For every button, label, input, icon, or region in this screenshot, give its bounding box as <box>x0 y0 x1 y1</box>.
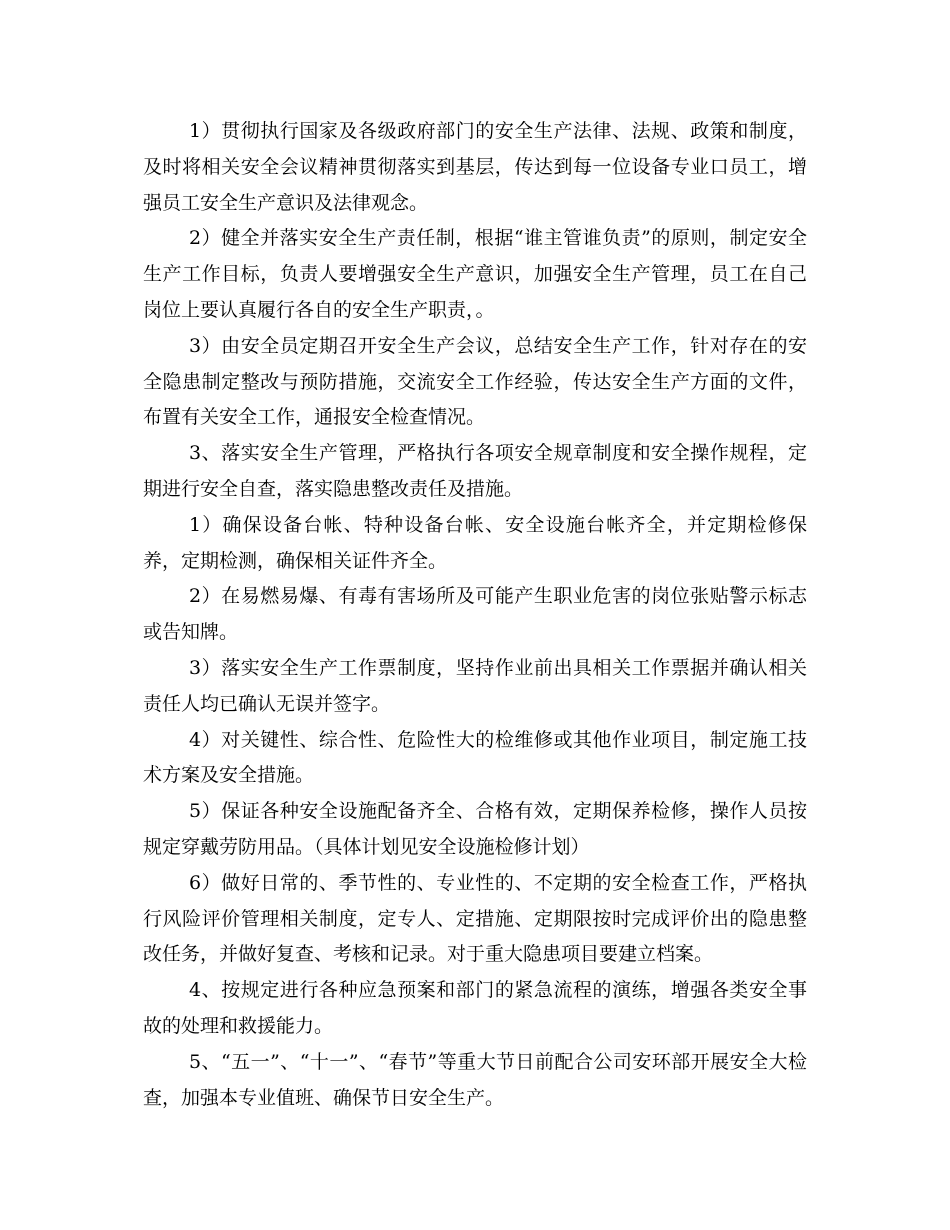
paragraph-3: 3）由安全员定期召开安全生产会议，总结安全生产工作，针对存在的安全隐患制定整改与预防措施，交流安全工作经验，传达安全生产方面的文件，布置有关安全工作，通报安全检查情况。 <box>143 334 807 429</box>
paragraph-6: 2）在易燃易爆、有毒有害场所及可能产生职业危害的岗位张贴警示标志或告知牌。 <box>143 585 807 644</box>
paragraph-7: 3）落实安全生产工作票制度，坚持作业前出具相关工作票据并确认相关责任人均已确认无误并签字。 <box>143 656 807 715</box>
paragraph-8: 4）对关键性、综合性、危险性大的检维修或其他作业项目，制定施工技术方案及安全措施。 <box>143 728 807 787</box>
paragraph-9: 5）保证各种安全设施配备齐全、合格有效，定期保养检修，操作人员按规定穿戴劳防用品。（具体计划见安全设施检修计划） <box>143 800 807 858</box>
paragraph-2: 2）健全并落实安全生产责任制，根据“谁主管谁负责”的原则，制定安全生产工作目标，负责人要增强安全生产意识，加强安全生产管理，员工在自己岗位上要认真履行各自的安全生产职责，。 <box>143 227 807 321</box>
paragraph-5: 1）确保设备台帐、特种设备台帐、安全设施台帐齐全，并定期检修保养，定期检测，确保相关证件齐全。 <box>143 513 807 572</box>
paragraph-12: 5、“五一”、“十一”、“春节”等重大节日前配合公司安环部开展安全大检查，加强本专业值班、确保节日安全生产。 <box>143 1050 807 1109</box>
paragraph-11: 4、按规定进行各种应急预案和部门的紧急流程的演练，增强各类安全事故的处理和救援能力。 <box>143 979 807 1037</box>
document-body <box>143 114 807 1116</box>
paragraph-4: 3、落实安全生产管理，严格执行各项安全规章制度和安全操作规程，定期进行安全自查，落实隐患整改责任及措施。 <box>143 442 807 500</box>
paragraph-10: 6）做好日常的、季节性的、专业性的、不定期的安全检查工作，严格执行风险评价管理相关制度，定专人、定措施、定期限按时完成评价出的隐患整改任务，并做好复查、考核和记录。对于重大隐患项目要建立档案。 <box>143 871 807 966</box>
paragraph-1: 1）贯彻执行国家及各级政府部门的安全生产法律、法规、政策和制度，及时将相关安全会议精神贯彻落实到基层，传达到每一位设备专业口员工，增强员工安全生产意识及法律观念。 <box>143 120 807 214</box>
